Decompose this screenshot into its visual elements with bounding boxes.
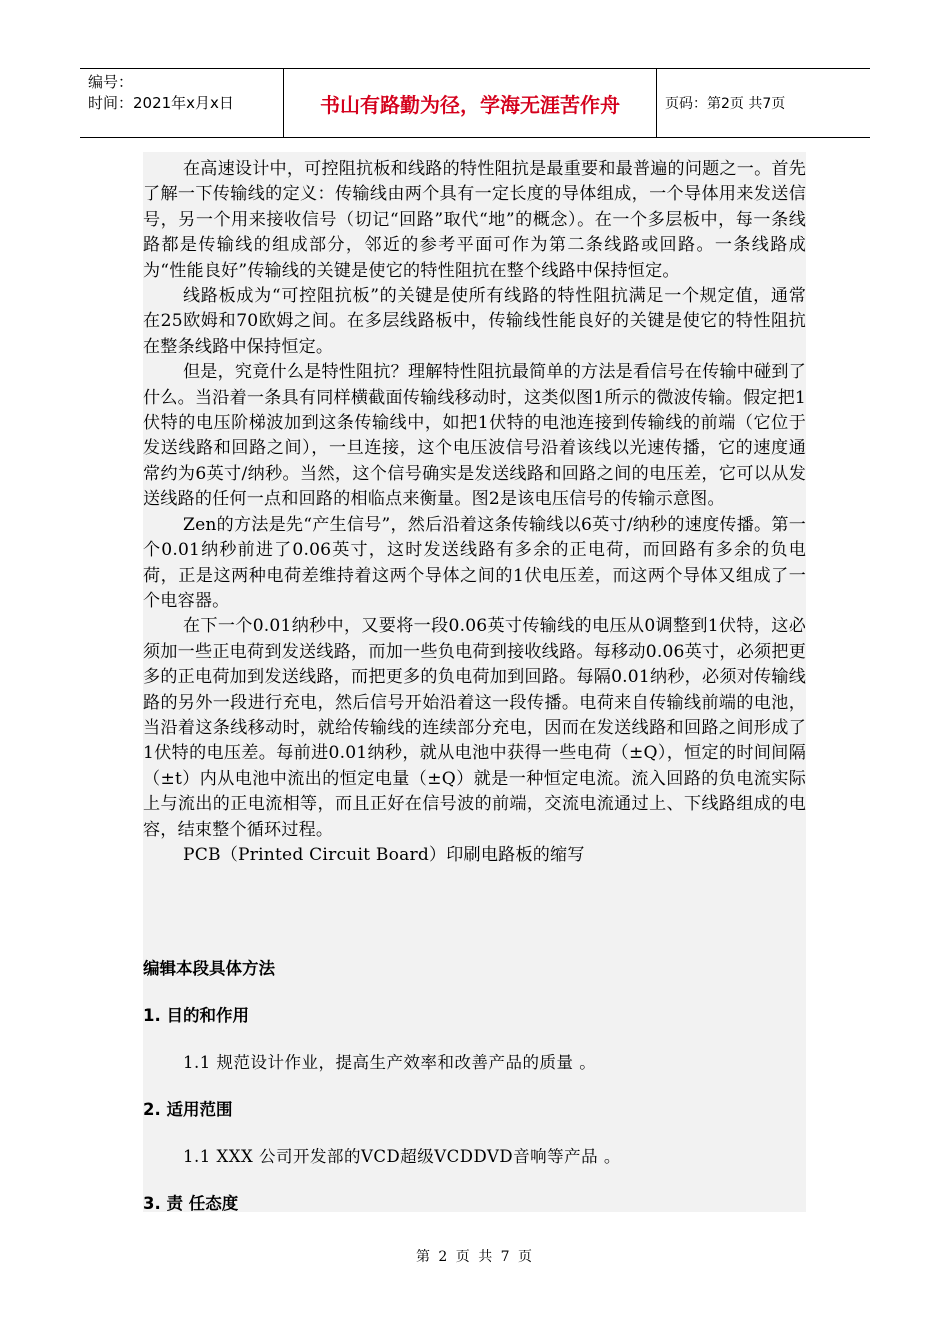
paragraph-4: Zen的方法是先“产生信号”，然后沿着这条传输线以6英寸/纳秒的速度传播。第一个0.01纳秒前进了0.06英寸，这时发送线路有多余的正电荷，而回路有多余的负电荷，正是这两种电荷差维持着这两个导体之间的1伏电压差，而这两个导体又组成了一个电容器。 (143, 514, 806, 611)
section-item-purpose: 1.1 规范设计作业，提高生产效率和改善产品的质量 。 (183, 1053, 597, 1072)
document-number-label: 编号： (88, 73, 134, 91)
document-date-label: 时间：2021年x月x日 (88, 94, 234, 112)
section-item-scope: 1.1 XXX 公司开发部的VCD超级VCDDVD音响等产品 。 (183, 1147, 621, 1166)
section-heading-purpose: 1. 目的和作用 (143, 1006, 249, 1025)
paragraph-2: 线路板成为“可控阻抗板”的关键是使所有线路的特性阻抗满足一个规定值，通常在25欧姆和70欧姆之间。在多层线路板中，传输线性能良好的关键是使它的特性阻抗在整条线路中保持恒定。 (143, 286, 806, 357)
page-header (80, 68, 870, 138)
page-footer: 第 2 页 共 7 页 (415, 1249, 535, 1265)
section-heading-scope: 2. 适用范围 (143, 1100, 233, 1119)
paragraph-1: 在高速设计中，可控阻抗板和线路的特性阻抗是最重要和最普遍的问题之一。首先了解一下传输线的定义：传输线由两个具有一定长度的导体组成，一个导体用来发送信号，另一个用来接收信号（切记“回路”取代“地”的概念）。在一个多层板中，每一条线路都是传输线的组成部分，邻近的参考平面可作为第二条线路或回路。一条线路成为“性能良好”传输线的关键是使它的特性阻抗在整个线路中保持恒定。 (143, 159, 806, 281)
document-body (143, 152, 806, 1212)
paragraph-6: PCB（Printed Circuit Board）印刷电路板的缩写 (183, 844, 585, 865)
section-heading-edit: 编辑本段具体方法 (143, 959, 275, 978)
header-page-info: 页码：第2页 共7页 (665, 96, 786, 112)
header-meta (80, 69, 284, 137)
section-heading-responsibility: 3. 责 任态度 (143, 1194, 239, 1213)
header-motto: 书山有路勤为径，学海无涯苦作舟 (284, 69, 657, 137)
paragraph-3: 但是，究竟什么是特性阻抗？理解特性阻抗最简单的方法是看信号在传输中碰到了什么。当沿着一条具有同样横截面传输线移动时，这类似图1所示的微波传输。假定把1伏特的电压阶梯波加到这条传输线中，如把1伏特的电池连接到传输线的前端（它位于发送线路和回路之间），一旦连接，这个电压波信号沿着该线以光速传播，它的速度通常约为6英寸/纳秒。当然，这个信号确实是发送线路和回路之间的电压差，它可以从发送线路的任何一点和回路的相临点来衡量。图2是该电压信号的传输示意图。 (143, 362, 806, 510)
paragraph-5: 在下一个0.01纳秒中，又要将一段0.06英寸传输线的电压从0调整到1伏特，这必须加一些正电荷到发送线路，而加一些负电荷到接收线路。每移动0.06英寸，必须把更多的正电荷加到发送线路，而把更多的负电荷加到回路。每隔0.01纳秒，必须对传输线路的另外一段进行充电，然后信号开始沿着这一段传播。电荷来自传输线前端的电池，当沿着这条线移动时，就给传输线的连续部分充电，因而在发送线路和回路之间形成了1伏特的电压差。每前进0.01纳秒，就从电池中获得一些电荷（±Q），恒定的时间间隔（±t）内从电池中流出的恒定电量（±Q）就是一种恒定电流。流入回路的负电流实际上与流出的正电流相等，而且正好在信号波的前端，交流电流通过上、下线路组成的电容，结束整个循环过程。 (143, 616, 806, 840)
